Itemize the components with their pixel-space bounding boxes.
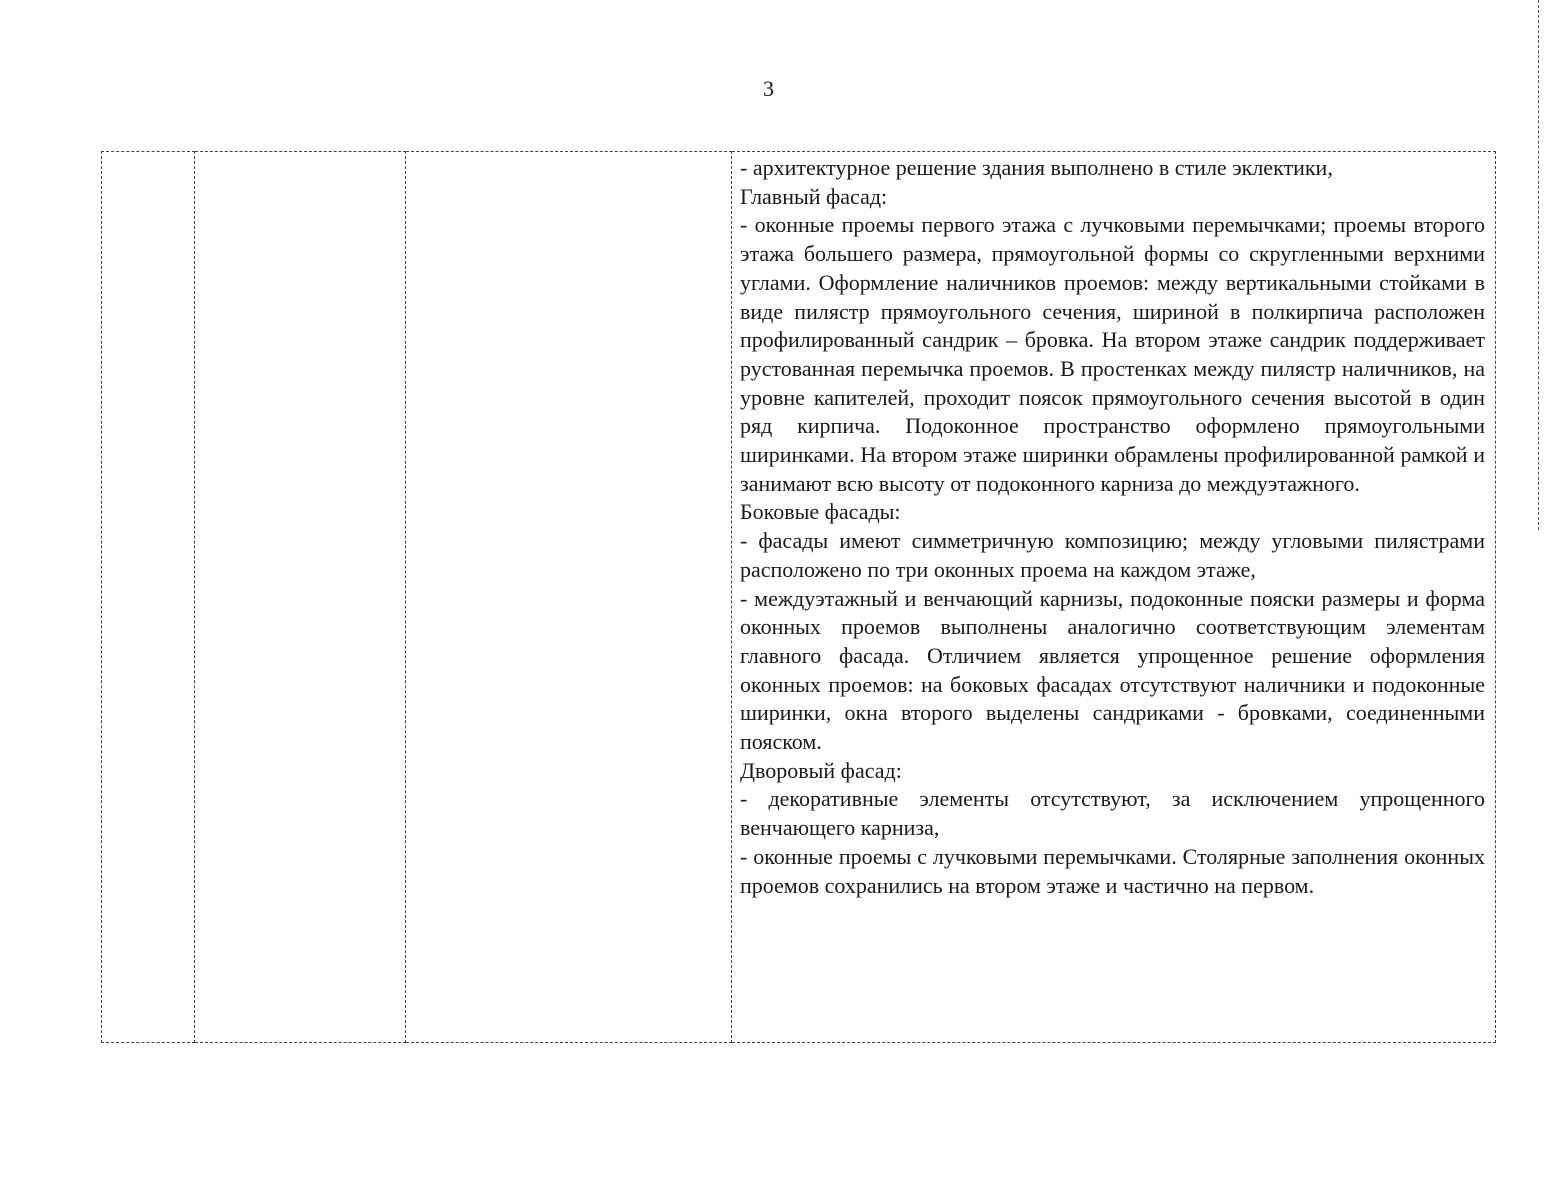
table-row bbox=[102, 152, 1496, 1043]
description-paragraph: - архитектурное решение здания выполнено в стиле эклектики, bbox=[740, 155, 1333, 180]
section-heading-main-facade: Главный фасад: bbox=[740, 183, 888, 209]
document-table bbox=[101, 151, 1496, 1043]
description-paragraph: - декоративные элементы отсутствуют, за исключением упрощенного венчающего карниза, bbox=[740, 786, 1485, 841]
scan-edge-line bbox=[1538, 0, 1539, 530]
description-paragraph: - оконные проемы первого этажа с лучковыми перемычками; проемы второго этажа большего размера, прямоугольной формы со скругленными верхними углами. Оформление наличников проемов: между вертикальными стойками в виде пилястр прямоугольного сечения, шириной в полкирпича расположен профилированный сандрик – бровка. На втором этаже сандрик поддерживает рустованная перемычка проемов. В простенках между пилястр наличников, на уровне капителей, проходит поясок прямоугольного сечения высотой в один ряд кирпича. Подоконное пространство оформлено прямоугольными ширинками. На втором этаже ширинки обрамлены профилированной рамкой и занимают всю высоту от подоконного карниза до междуэтажного. bbox=[740, 212, 1485, 496]
page-number: 3 bbox=[763, 76, 774, 101]
table-cell-col-1 bbox=[102, 152, 195, 1043]
description-paragraph: - оконные проемы с лучковыми перемычками. Столярные заполнения оконных проемов сохранились на втором этаже и частично на первом. bbox=[740, 843, 1485, 898]
section-heading-side-facades: Боковые фасады: bbox=[740, 499, 901, 525]
section-heading-courtyard-facade: Дворовый фасад: bbox=[740, 757, 902, 783]
table-cell-description bbox=[732, 152, 1496, 1043]
description-paragraph: - фасады имеют симметричную композицию; между угловыми пилястрами расположено по три оконных проема на каждом этаже, bbox=[740, 528, 1485, 582]
table-cell-col-2 bbox=[195, 152, 406, 1043]
description-paragraph: - междуэтажный и венчающий карнизы, подоконные пояски размеры и форма оконных проемов выполнены аналогично соответствующим элементам главного фасада. Отличием является упрощенное решение оформления оконных проемов: на боковых фасадах отсутствуют наличники и подоконные ширинки, окна второго выделены сандриками - бровками, соединенными пояском. bbox=[740, 585, 1485, 755]
table-cell-col-3 bbox=[406, 152, 732, 1043]
description-text bbox=[732, 152, 1495, 900]
